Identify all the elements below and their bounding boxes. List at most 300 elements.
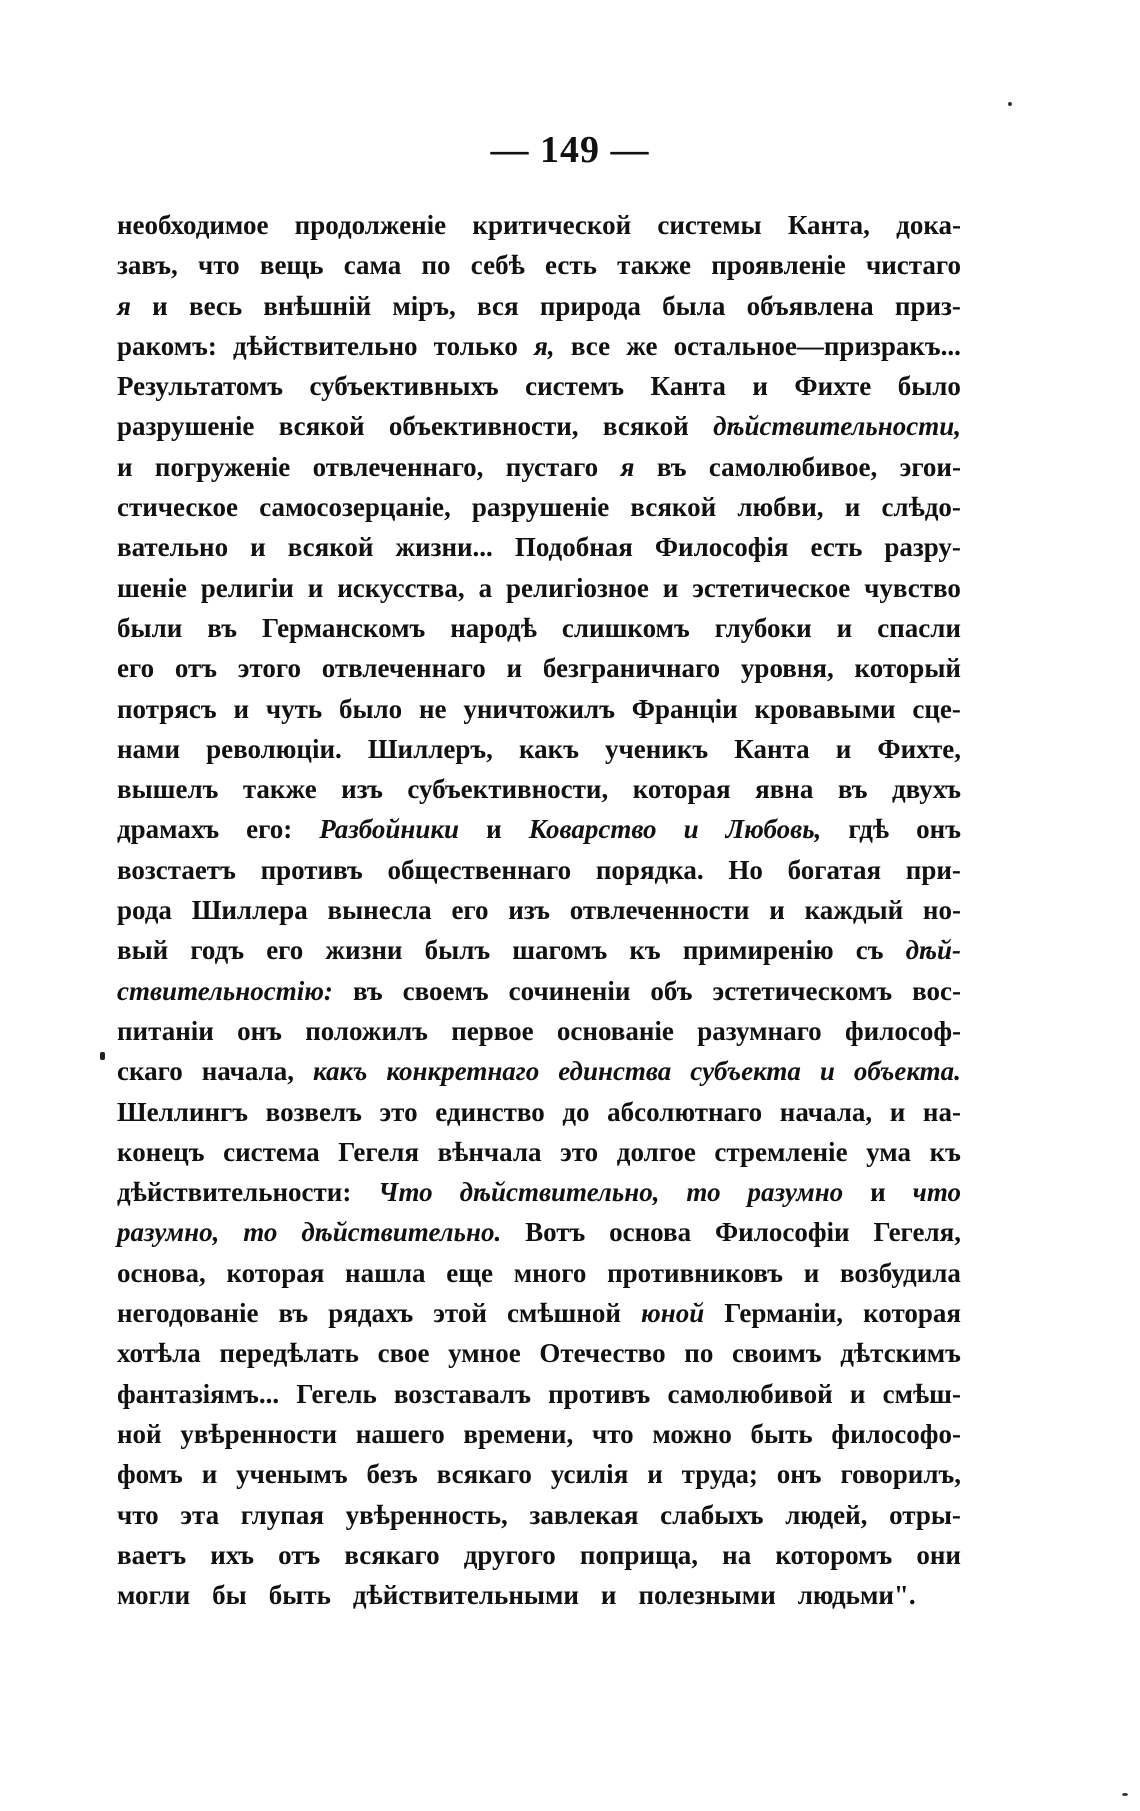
word: критической [472,210,632,240]
word: отры- [889,1499,961,1530]
word: можно [652,1418,732,1449]
word: все [570,330,611,361]
text-line [117,930,961,970]
word: Канта [650,371,726,402]
word: эстетическомъ [712,975,893,1006]
italic-word: то [686,1177,721,1208]
text-line [117,608,961,648]
word: смѣшной [506,1298,621,1329]
word: основа [609,1217,692,1248]
text-line [117,205,961,245]
word: Гегель [296,1378,377,1409]
word: ума [866,1136,912,1167]
word: къ [629,935,661,966]
italic-word: Что [378,1177,433,1208]
word: приз- [894,290,961,321]
word: конецъ [117,1136,205,1167]
word: природа [539,290,641,321]
word: говорилъ, [840,1459,961,1490]
text-line [117,769,961,809]
word: всякаго [344,1539,440,1570]
word: объ [650,975,693,1006]
page-number: — 149 — [490,129,650,171]
italic-word: разумно, [117,1217,220,1248]
word: онъ [776,1459,822,1490]
word: людьми". [797,1580,916,1611]
italic-word: то [243,1217,278,1248]
word: Шеллингъ [117,1096,249,1127]
word: и [836,612,853,643]
word: который [854,653,961,684]
word: разру- [884,532,961,563]
word: начала, [779,1096,873,1127]
word: быть [268,1580,331,1611]
word: было [338,693,403,724]
word: возвелъ [265,1096,362,1127]
word: хотѣла [117,1338,201,1369]
word: они [916,1539,961,1570]
word: Вотъ [525,1217,586,1248]
word: вынесла [327,895,432,926]
text-line [117,1011,961,1051]
text-line [117,1575,961,1615]
italic-word: субъекта [690,1056,801,1087]
word: до [562,1096,590,1127]
word: Германіи, [724,1298,844,1329]
italic-word: я [620,451,635,482]
italic-word: я, [534,330,555,361]
word: чуть [265,693,323,724]
italic-word: ствительностію: [117,975,333,1006]
italic-word: я [117,290,131,321]
word: еще [446,1257,494,1288]
italic-word: Любовь, [725,814,822,845]
word: былъ [424,935,491,966]
word: кровавыми [754,693,896,724]
italic-word: дѣйствительно. [301,1217,502,1248]
text-line [117,1212,961,1252]
margin-mark [100,1052,105,1060]
italic-word: дѣйствительности, [713,411,961,442]
word: долгое [616,1136,696,1167]
word: онъ [237,1015,282,1046]
text-line [117,648,961,688]
word: отъ [174,653,218,684]
text-line [117,406,961,446]
word: бы [212,1580,247,1611]
word: ракомъ: [117,330,217,361]
word: субъективныхъ [309,371,499,402]
word: есть [545,250,597,281]
word: система [223,1136,320,1167]
word: шеніе [117,572,187,603]
word: слишкомъ [561,612,690,643]
word: но- [922,895,961,926]
word: его [451,895,489,926]
word: вый [117,935,169,966]
word: необходимое [117,210,269,240]
word: это [560,1136,599,1167]
text-line [117,568,961,608]
word: разрушеніе [471,492,610,523]
word: его: [246,814,293,845]
text-line [117,1253,961,1293]
text-line [117,850,961,890]
word: вышелъ [117,774,219,805]
word: времени, [463,1418,574,1449]
word: завлекая [529,1499,639,1530]
word: двухъ [891,774,961,805]
text-line [117,809,961,849]
word: каждый [804,895,904,926]
word: къ [929,1136,961,1167]
word: этого [237,653,301,684]
word: въ [837,774,868,805]
word: всякой [278,411,365,442]
word: на- [922,1096,961,1127]
word: глупая [240,1499,324,1530]
word: завъ, [117,250,178,281]
word: глубоки [714,612,812,643]
text-line [117,1333,961,1373]
word: питаніи [117,1015,214,1046]
word: міръ, [392,290,456,321]
word: усилія [550,1459,629,1490]
word: пустаго [505,451,599,482]
word: вся [477,290,519,321]
word: этой [433,1298,487,1329]
word: себѣ [470,250,525,281]
word: безграничнаго [542,653,721,684]
word: и [486,814,502,845]
word: слабыхъ [660,1499,764,1530]
word: ученымъ [236,1459,348,1490]
word: самолюбивой [667,1378,833,1409]
word: шагомъ [512,935,608,966]
word: и [250,532,266,563]
word: примиренію [682,935,834,966]
word: которая [863,1298,961,1329]
word: возбудила [840,1257,961,1288]
text-line [117,1293,961,1333]
word: была [662,290,726,321]
word: всякой [630,492,717,523]
word: въ [656,451,687,482]
word: ной [117,1418,162,1449]
word: что [591,1418,634,1449]
word: всякой [287,532,374,563]
word: религіозное [505,572,649,603]
word: и [117,451,133,482]
word: гдѣ [848,814,890,845]
word: сама [343,250,402,281]
word: дѣтскимъ [840,1338,961,1369]
word: Гегеля [338,1136,419,1167]
word: противъ [260,854,363,885]
word: своимъ [732,1338,822,1369]
word: весь [188,290,243,321]
word: и [803,1257,820,1288]
text-line [117,487,961,527]
italic-word: юной [641,1298,705,1329]
scan-speck [1008,102,1012,106]
word: жизни... [395,532,493,563]
italic-word: разумно [747,1177,844,1208]
word: и [233,693,250,724]
word: и [769,895,785,926]
word: общественнаго [387,854,572,885]
word: было [897,371,961,402]
word: свое [377,1338,430,1369]
word: рядахъ [328,1298,414,1329]
word: чувство [864,572,961,603]
word: Отечество [539,1338,666,1369]
word: труда; [681,1459,758,1490]
word: ваетъ [117,1539,187,1570]
word: отвлеченности [569,895,750,926]
word: передѣлать [219,1338,359,1369]
word: дѣйствительно [232,330,418,361]
word: изъ [341,774,383,805]
text-line [117,1092,961,1132]
word: эгои- [899,451,961,482]
word: и [844,492,861,523]
word: годъ [190,935,245,966]
word: противниковъ [607,1257,783,1288]
word: единство [435,1096,545,1127]
word: и [506,653,523,684]
word: нашего [355,1418,445,1449]
word: онъ [916,814,961,845]
word: что [117,1499,159,1530]
word: безъ [366,1459,418,1490]
word: нашла [345,1257,426,1288]
word: и [201,1459,218,1490]
word: уничтожилъ [463,693,615,724]
italic-word: что [912,1177,961,1208]
text-line [117,527,961,567]
word: отвлеченнаго, [312,451,484,482]
word: которая [226,1257,325,1288]
text-line [117,729,961,769]
word: разрушеніе [117,411,255,442]
text-line [117,1374,961,1414]
word: остальное—призракъ... [673,330,961,361]
word: и [889,1096,906,1127]
word: въ [352,975,383,1006]
word: Шиллера [191,895,308,926]
word: что [197,250,240,281]
text-line [117,1535,961,1575]
word: Результатомъ [117,371,284,402]
word: субъективности, [407,774,609,805]
word: и [152,290,168,321]
word: и [647,1459,663,1490]
word: явна [755,774,814,805]
word: абсолютнаго [607,1096,763,1127]
word: внѣшній [263,290,372,321]
word: по [421,250,451,281]
italic-word: какъ [312,1056,368,1087]
word: любви, [737,492,824,523]
word: спасли [877,612,961,643]
word: Франціи [631,693,738,724]
word: ученикъ [605,733,709,764]
italic-word: конкретнаго [386,1056,540,1087]
word: по [684,1338,714,1369]
word: разумнаго [697,1015,822,1046]
word: эта [180,1499,220,1530]
word: философо- [831,1418,961,1449]
word: быть [750,1418,813,1449]
word: системы [657,210,762,240]
word: проявленіе [711,250,846,281]
word: Фихте, [877,733,961,764]
word: нами [117,733,181,764]
word: смѣш- [882,1378,961,1409]
word: эстетическое [692,572,851,603]
word: объективности, [388,411,579,442]
word: стремленіе [714,1136,848,1167]
word: Фихте [794,371,872,402]
word: Канта [734,733,810,764]
word: системъ [525,371,625,402]
word: возставалъ [393,1378,531,1409]
word: увѣренность, [345,1499,508,1530]
word: людей, [785,1499,868,1530]
word: которая [632,774,731,805]
text-line [117,971,961,1011]
word: вѣнчала [437,1136,542,1167]
word: вещь [259,250,324,281]
word: объявлена [746,290,874,321]
word: чистаго [866,250,961,281]
word: самолюбивое, [708,451,878,482]
word: умное [448,1338,521,1369]
text-line [117,326,961,366]
word: революціи. [206,733,342,764]
word: рода [117,895,172,926]
italic-word: дѣй- [905,935,961,966]
word: вос- [912,975,961,1006]
word: его [117,653,155,684]
word: отвлеченнаго [321,653,486,684]
word: противъ [548,1378,651,1409]
word: въ [278,1298,309,1329]
word: Канта, [787,210,870,240]
word: первое [451,1015,534,1046]
word: всякой [602,411,689,442]
italic-word: объекта. [853,1056,961,1087]
word: а [478,572,493,603]
text-line [117,1132,961,1172]
word: основаніе [556,1015,674,1046]
word: порядка. [595,854,704,885]
word: и [307,572,324,603]
word: также [242,774,317,805]
word: Гегеля, [873,1217,961,1248]
word: въ [207,612,237,643]
word: только [433,330,518,361]
word: фантазіямъ... [117,1378,280,1409]
word: не [418,693,447,724]
word: религіи [200,572,294,603]
word: самосозерцаніе, [259,492,451,523]
text-line [117,1414,961,1454]
word: возстаетъ [117,854,236,885]
word: какъ [518,733,579,764]
text-line [117,1495,961,1535]
word: и [849,1378,866,1409]
word: Подобная [514,532,633,563]
italic-word: и [683,814,699,845]
word: увѣренности [180,1418,338,1449]
word: были [117,612,183,643]
word: Философія [654,532,789,563]
word: есть [810,532,863,563]
word: основа, [117,1257,206,1288]
text-line [117,1172,961,1212]
word: всякаго [436,1459,532,1490]
word: много [513,1257,587,1288]
word: при- [905,854,961,885]
word: богатая [787,854,882,885]
word: своемъ [402,975,489,1006]
word: и [752,371,768,402]
text-line [117,689,961,729]
word: сочиненіи [508,975,631,1006]
word: и [835,733,852,764]
word: вательно [117,532,229,563]
text-line [117,1051,961,1091]
word: погруженіе [154,451,291,482]
word: положилъ [305,1015,428,1046]
word: и [600,1580,617,1611]
word: Но [728,854,763,885]
word: фомъ [117,1459,183,1490]
word: поприща, [579,1539,699,1570]
italic-word: и [819,1056,835,1087]
word: ихъ [210,1539,254,1570]
word: и [662,572,679,603]
text-line [117,447,961,487]
text-line [117,366,961,406]
word: уровня, [740,653,834,684]
word: его [266,935,304,966]
word: и [870,1177,886,1208]
word: продолженіе [294,210,447,240]
italic-word: Коварство [528,814,657,845]
word: отъ [278,1539,321,1570]
word: это [379,1096,418,1127]
word: негодованіе [117,1298,259,1329]
italic-word: единства [558,1056,672,1087]
word: дока- [896,210,961,240]
word: которомъ [775,1539,893,1570]
word: могли [117,1580,191,1611]
word: философ- [844,1015,961,1046]
scan-speck [1122,1793,1128,1796]
word: Шиллеръ, [367,733,493,764]
word: Философіи [714,1217,850,1248]
word: же [626,330,658,361]
text-line [117,245,961,285]
word: также [617,250,691,281]
word: искусства, [337,572,465,603]
word: жизни [325,935,403,966]
italic-word: дѣйствительно, [459,1177,660,1208]
word: начала, [201,1056,295,1087]
